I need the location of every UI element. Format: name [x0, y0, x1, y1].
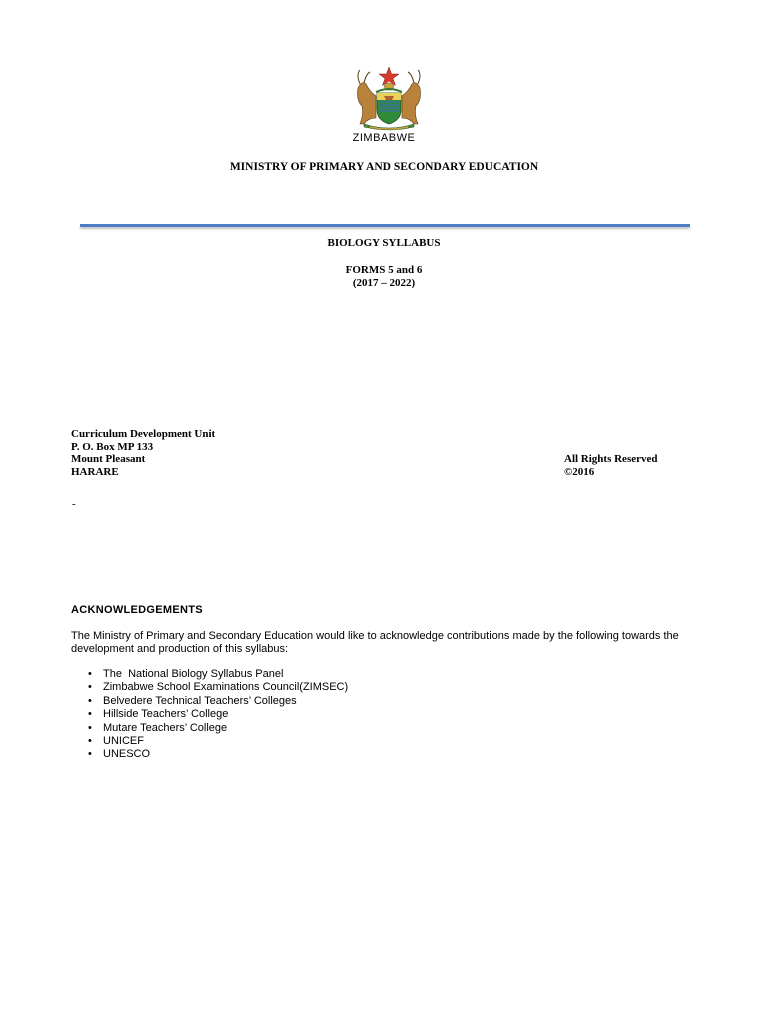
list-item: • The National Biology Syllabus Panel	[71, 668, 348, 681]
rights-line: All Rights Reserved	[564, 453, 658, 465]
country-name: ZIMBABWE	[352, 132, 416, 144]
years-label: (2017 – 2022)	[352, 277, 416, 289]
address-line: P. O. Box MP 133	[71, 440, 154, 453]
acknowledgements-list	[71, 668, 348, 762]
acknowledgements-intro: The Ministry of Primary and Secondary Education would like to acknowledge contributions made by the following towards the development and production of this syllabus:	[71, 630, 679, 655]
zimbabwe-coat-of-arms-icon	[346, 66, 432, 132]
list-item: • Belvedere Technical Teachers’ Colleges	[71, 695, 348, 708]
address-line: Curriculum Development Unit	[71, 428, 216, 440]
list-item: • Mutare Teachers’ College	[71, 722, 348, 735]
list-item: • UNESCO	[71, 748, 348, 761]
address-line: Mount Pleasant	[71, 453, 146, 466]
address-block	[71, 428, 215, 479]
address-line: HARARE	[71, 466, 119, 479]
forms-label: FORMS 5 and 6	[345, 264, 423, 276]
list-item: • UNICEF	[71, 735, 348, 748]
divider-rule	[80, 224, 690, 227]
syllabus-title: BIOLOGY SYLLABUS	[327, 237, 441, 249]
rights-block	[564, 453, 658, 478]
stray-dash: -	[72, 498, 76, 510]
list-item: • Hillside Teachers’ College	[71, 708, 348, 721]
copyright-line: ©2016	[564, 465, 595, 478]
list-item: • Zimbabwe School Examinations Council(ZIMSEC)	[71, 681, 348, 694]
acknowledgements-heading: ACKNOWLEDGEMENTS	[71, 604, 203, 616]
ministry-name: MINISTRY OF PRIMARY AND SECONDARY EDUCATION	[229, 161, 539, 173]
